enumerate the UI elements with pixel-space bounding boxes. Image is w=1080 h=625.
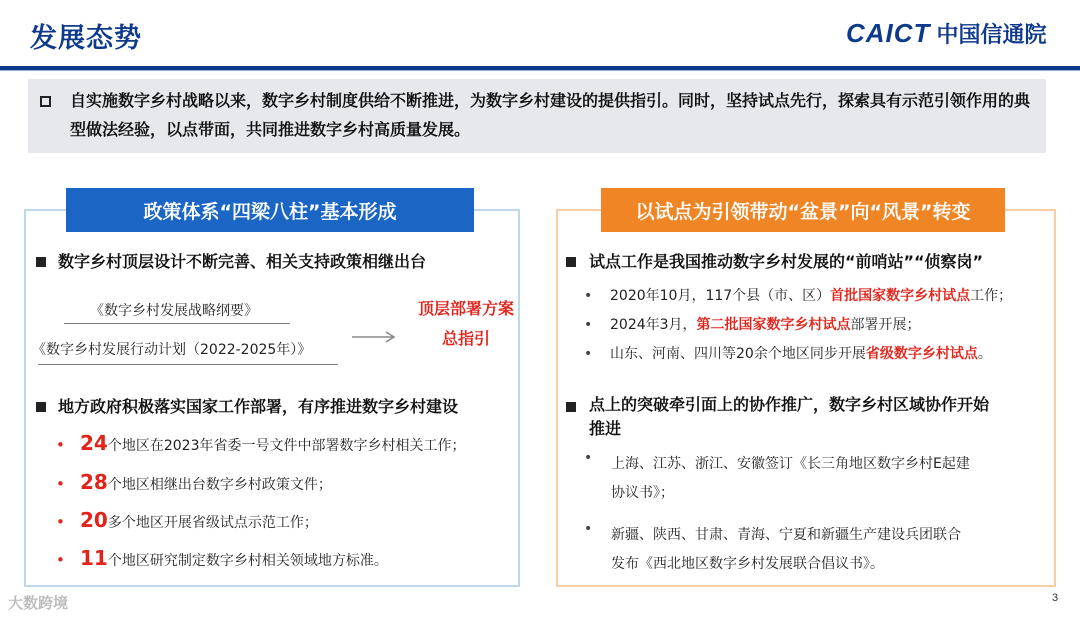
bullet-dot-icon: • [584,317,593,333]
coop-item-2 [611,521,961,579]
page-number: 3 [1052,592,1059,604]
right-panel-header: 以试点为引领带动“盆景”向“风景”转变 [601,188,1005,232]
stat-text: 个地区研究制定数字乡村相关领域地方标准。 [107,553,388,569]
coop-text-line: 新疆、陕西、甘肃、青海、宁夏和新疆生产建设兵团联合 [611,527,961,543]
top-directive-line2: 总指引 [441,329,490,348]
red-dot-icon: • [56,436,65,454]
section-title-line: 推进 [589,419,622,438]
hollow-square-bullet-icon [40,96,51,107]
right-section2-title [589,393,989,441]
list-item [584,285,1054,314]
list-item [584,314,1054,343]
coop-text-line: 上海、江苏、浙江、安徽签订《长三角地区数字乡村E起建 [611,456,970,472]
square-bullet-icon [566,402,576,412]
policy-doc-2: 《数字乡村发展行动计划（2022-2025年）》 [32,342,312,358]
item-highlight: 第二批国家数字乡村试点 [696,317,851,333]
top-directive-line1: 顶层部署方案 [417,299,514,318]
right-section1-title: 试点工作是我国推动数字乡村发展的“前哨站”“侦察岗” [589,252,984,271]
underline [64,323,290,324]
coop-text-line: 发布《西北地区数字乡村发展联合倡议书》。 [611,556,884,572]
square-bullet-icon [36,402,46,412]
bullet-dot-icon: • [584,288,593,304]
list-item [584,343,1054,372]
underline [38,364,338,365]
list-item [56,546,516,584]
arrow-right-icon [352,330,398,344]
bullet-dot-icon: • [584,521,593,537]
item-text: 2024年3月， [610,317,697,333]
top-directive [404,294,528,354]
coop-text-line: 协议书》； [611,485,674,501]
intro-text: 自实施数字乡村战略以来，数字乡村制度供给不断推进，为数字乡村建设的提供指引。同时，坚持试点先行，探索具有示范引领作用的典型做法经验，以点带面，共同推进数字乡村高质量发展。 [70,91,1031,139]
red-dot-icon: • [56,475,65,493]
bullet-dot-icon: • [584,450,593,466]
stat-number: 28 [80,470,108,494]
caict-logo [846,16,1046,50]
pilot-list [584,285,1054,372]
logo-cn-text: 中国信通院 [936,22,1047,48]
section-title-line: 点上的突破牵引面上的协作推广，数字乡村区域协作开始 [589,395,990,414]
coop-item-1 [611,450,970,508]
stat-number: 24 [80,431,108,455]
list-item [56,470,516,508]
logo-en-text: CAICT [846,17,931,48]
bullet-dot-icon: • [584,346,593,362]
list-item [56,431,516,470]
stat-number: 20 [80,508,108,532]
square-bullet-icon [566,257,576,267]
item-highlight: 省级数字乡村试点 [865,346,978,362]
list-item [56,508,516,546]
stat-text: 个地区在2023年省委一号文件中部署数字乡村相关工作； [107,438,466,454]
item-text: 部署开展； [850,317,921,333]
left-panel-header: 政策体系“四梁八柱”基本形成 [66,188,474,232]
header-divider-thin [0,70,1080,71]
stat-number: 11 [80,546,108,570]
red-dot-icon: • [56,551,65,569]
item-highlight: 首批国家数字乡村试点 [830,288,971,304]
left-section1-title: 数字乡村顶层设计不断完善、相关支持政策相继出台 [58,252,427,271]
item-text: 山东、河南、四川等20余个地区同步开展 [610,346,866,362]
policy-doc-1: 《数字乡村发展战略纲要》 [90,303,258,319]
left-section2-title: 地方政府积极落实国家工作部署，有序推进数字乡村建设 [58,397,459,416]
page-title: 发展态势 [30,23,142,54]
watermark-logo: 大数跨境 [8,594,69,612]
item-text: 。 [977,346,992,362]
red-dot-icon: • [56,513,65,531]
stat-text: 个地区相继出台数字乡村政策文件； [107,477,332,493]
stats-list [56,431,516,584]
stat-text: 多个地区开展省级试点示范工作； [107,515,318,531]
item-text: 2020年10月，117个县（市、区） [610,288,831,304]
square-bullet-icon [36,257,46,267]
item-text: 工作； [970,288,1013,304]
